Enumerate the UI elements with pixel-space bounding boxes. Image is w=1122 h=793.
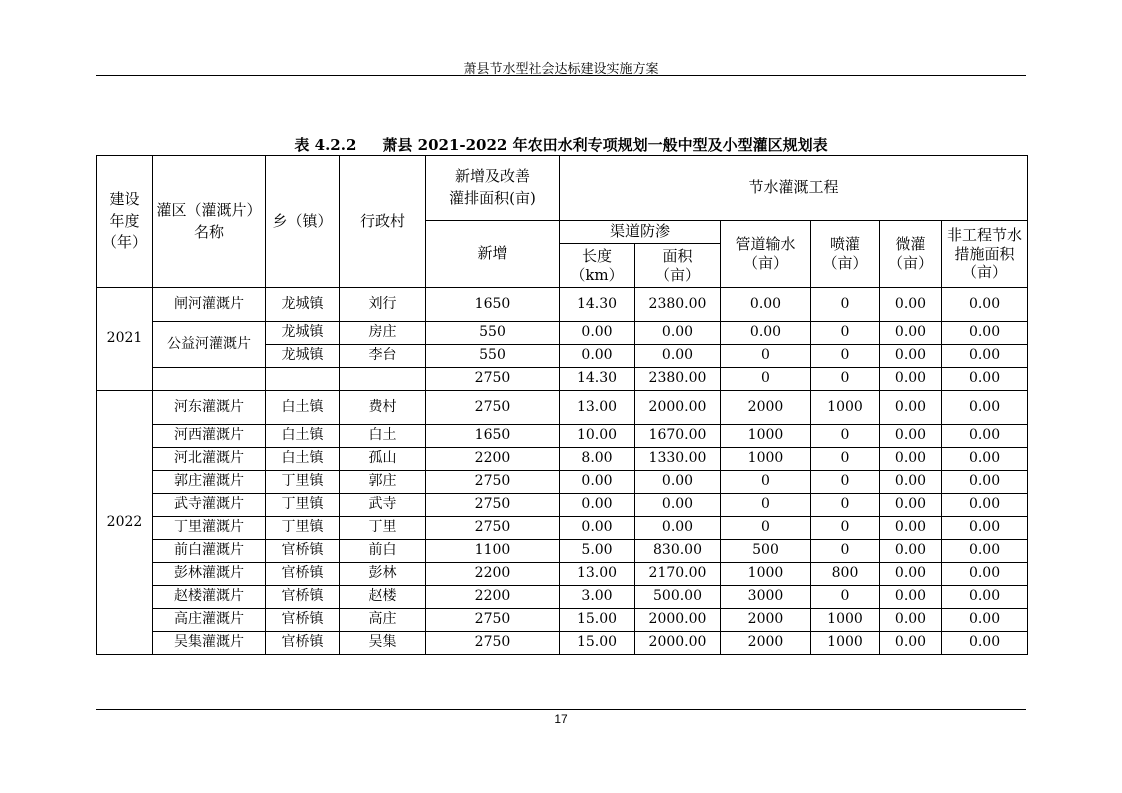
micro-cell: 0.00: [880, 425, 942, 448]
micro-cell: 0.00: [880, 609, 942, 632]
pipe-cell: 0: [721, 471, 811, 494]
township-cell: 白土镇: [266, 425, 340, 448]
non-engineering-cell: 0.00: [942, 345, 1028, 368]
non-engineering-cell: 0.00: [942, 586, 1028, 609]
year-cell: 2021: [97, 288, 153, 391]
canal-length-cell: 5.00: [560, 540, 635, 563]
canal-length-cell: 10.00: [560, 425, 635, 448]
pipe-cell: 0: [721, 368, 811, 391]
table-row: [97, 322, 1028, 345]
area-cell: 彭林灌溉片: [153, 563, 266, 586]
micro-cell: 0.00: [880, 586, 942, 609]
sprinkler-cell: 0: [811, 540, 880, 563]
pipe-cell: 500: [721, 540, 811, 563]
pipe-cell: 0.00: [721, 322, 811, 345]
header-village: 行政村: [340, 156, 426, 288]
micro-cell: 0.00: [880, 540, 942, 563]
canal-length-cell: 14.30: [560, 368, 635, 391]
non-engineering-cell: 0.00: [942, 368, 1028, 391]
village-cell: 李台: [340, 345, 426, 368]
table-row: [97, 586, 1028, 609]
sprinkler-cell: 0: [811, 345, 880, 368]
running-header: 萧县节水型社会达标建设实施方案: [463, 62, 659, 77]
area-cell: 公益河灌溉片: [153, 322, 266, 368]
canal-length-cell: 8.00: [560, 448, 635, 471]
pipe-cell: 3000: [721, 586, 811, 609]
micro-cell: 0.00: [880, 632, 942, 655]
table-row: [97, 448, 1028, 471]
township-cell: 白土镇: [266, 448, 340, 471]
village-cell: 高庄: [340, 609, 426, 632]
micro-cell: 0.00: [880, 448, 942, 471]
micro-cell: 0.00: [880, 471, 942, 494]
canal-area-cell: 500.00: [635, 586, 721, 609]
village-cell: 吴集: [340, 632, 426, 655]
canal-length-cell: 3.00: [560, 586, 635, 609]
township-cell: 官桥镇: [266, 632, 340, 655]
township-cell: 官桥镇: [266, 586, 340, 609]
sprinkler-cell: 0: [811, 368, 880, 391]
table-row: [97, 368, 1028, 391]
canal-area-cell: 2000.00: [635, 609, 721, 632]
table-row: [97, 425, 1028, 448]
township-cell: 龙城镇: [266, 288, 340, 322]
header-pipe: 管道输水 （亩）: [721, 221, 811, 288]
footer-rule: [96, 709, 1026, 710]
village-cell: 白土: [340, 425, 426, 448]
sprinkler-cell: 1000: [811, 391, 880, 425]
village-cell: 孤山: [340, 448, 426, 471]
sprinkler-cell: 0: [811, 288, 880, 322]
new-area-cell: 2750: [426, 609, 560, 632]
sprinkler-cell: 0: [811, 586, 880, 609]
header-year: 建设 年度 （年）: [97, 156, 153, 288]
sprinkler-cell: 1000: [811, 609, 880, 632]
sprinkler-cell: 0: [811, 517, 880, 540]
canal-area-cell: 1330.00: [635, 448, 721, 471]
header-rule: [96, 75, 1026, 76]
sprinkler-cell: 0: [811, 322, 880, 345]
village-cell: 彭林: [340, 563, 426, 586]
micro-cell: 0.00: [880, 494, 942, 517]
new-area-cell: 550: [426, 322, 560, 345]
canal-area-cell: 0.00: [635, 494, 721, 517]
pipe-cell: 1000: [721, 448, 811, 471]
township-cell: 官桥镇: [266, 609, 340, 632]
area-cell: 赵楼灌溉片: [153, 586, 266, 609]
micro-cell: 0.00: [880, 517, 942, 540]
header-micro: 微灌 （亩）: [880, 221, 942, 288]
township-cell: 丁里镇: [266, 517, 340, 540]
header-area-name: 灌区（灌溉片） 名称: [153, 156, 266, 288]
header-new-improved: 新增及改善 灌排面积(亩): [426, 156, 560, 221]
area-cell: 河北灌溉片: [153, 448, 266, 471]
pipe-cell: 1000: [721, 563, 811, 586]
sprinkler-cell: 0: [811, 471, 880, 494]
pipe-cell: 1000: [721, 425, 811, 448]
new-area-cell: 550: [426, 345, 560, 368]
township-cell: 丁里镇: [266, 494, 340, 517]
township-cell: 龙城镇: [266, 345, 340, 368]
table-row: [97, 494, 1028, 517]
header-water-saving: 节水灌溉工程: [560, 156, 1028, 221]
non-engineering-cell: 0.00: [942, 391, 1028, 425]
table-number: 表 4.2.2: [294, 136, 357, 154]
non-engineering-cell: 0.00: [942, 494, 1028, 517]
new-area-cell: 2200: [426, 563, 560, 586]
new-area-cell: 2750: [426, 471, 560, 494]
sprinkler-cell: 0: [811, 425, 880, 448]
township-cell: 白土镇: [266, 391, 340, 425]
non-engineering-cell: 0.00: [942, 517, 1028, 540]
micro-cell: 0.00: [880, 322, 942, 345]
micro-cell: 0.00: [880, 288, 942, 322]
non-engineering-cell: 0.00: [942, 540, 1028, 563]
canal-length-cell: 0.00: [560, 517, 635, 540]
area-cell: 河西灌溉片: [153, 425, 266, 448]
new-area-cell: 2750: [426, 368, 560, 391]
table-caption: [0, 134, 1122, 155]
non-engineering-cell: 0.00: [942, 448, 1028, 471]
township-cell: 官桥镇: [266, 563, 340, 586]
area-cell: 吴集灌溉片: [153, 632, 266, 655]
pipe-cell: 2000: [721, 609, 811, 632]
village-cell: 前白: [340, 540, 426, 563]
table-row: [97, 391, 1028, 425]
header-new-added: 新增: [426, 221, 560, 288]
canal-area-cell: 0.00: [635, 471, 721, 494]
village-cell: 费村: [340, 391, 426, 425]
village-cell: 赵楼: [340, 586, 426, 609]
new-area-cell: 1650: [426, 288, 560, 322]
village-cell: 刘行: [340, 288, 426, 322]
header-township: 乡（镇）: [266, 156, 340, 288]
village-cell: 武寺: [340, 494, 426, 517]
canal-length-cell: 13.00: [560, 563, 635, 586]
canal-length-cell: 0.00: [560, 345, 635, 368]
year-cell: 2022: [97, 391, 153, 655]
canal-length-cell: 0.00: [560, 471, 635, 494]
township-cell: [266, 368, 340, 391]
canal-length-cell: 0.00: [560, 494, 635, 517]
pipe-cell: 0: [721, 494, 811, 517]
township-cell: 官桥镇: [266, 540, 340, 563]
irrigation-plan-table: [96, 155, 1028, 655]
non-engineering-cell: 0.00: [942, 288, 1028, 322]
new-area-cell: 2200: [426, 448, 560, 471]
non-engineering-cell: 0.00: [942, 322, 1028, 345]
header-length: 长度 （km）: [560, 244, 635, 288]
canal-area-cell: 1670.00: [635, 425, 721, 448]
table-row: [97, 632, 1028, 655]
canal-length-cell: 13.00: [560, 391, 635, 425]
new-area-cell: 2750: [426, 632, 560, 655]
table-row: [97, 540, 1028, 563]
table-row: [97, 288, 1028, 322]
page-number: 17: [554, 712, 568, 726]
canal-length-cell: 0.00: [560, 322, 635, 345]
table-row: [97, 471, 1028, 494]
area-cell: 高庄灌溉片: [153, 609, 266, 632]
pipe-cell: 2000: [721, 632, 811, 655]
canal-area-cell: 0.00: [635, 517, 721, 540]
canal-area-cell: 2380.00: [635, 288, 721, 322]
micro-cell: 0.00: [880, 368, 942, 391]
table-row: [97, 517, 1028, 540]
village-cell: 房庄: [340, 322, 426, 345]
sprinkler-cell: 800: [811, 563, 880, 586]
new-area-cell: 2750: [426, 517, 560, 540]
new-area-cell: 2750: [426, 494, 560, 517]
micro-cell: 0.00: [880, 345, 942, 368]
new-area-cell: 2750: [426, 391, 560, 425]
header-canal-seepage: 渠道防渗: [560, 221, 721, 244]
canal-area-cell: 0.00: [635, 322, 721, 345]
canal-area-cell: 2380.00: [635, 368, 721, 391]
canal-area-cell: 2000.00: [635, 632, 721, 655]
new-area-cell: 1100: [426, 540, 560, 563]
canal-length-cell: 15.00: [560, 609, 635, 632]
township-cell: 丁里镇: [266, 471, 340, 494]
header-canal-area: 面积 （亩）: [635, 244, 721, 288]
micro-cell: 0.00: [880, 391, 942, 425]
canal-area-cell: 2000.00: [635, 391, 721, 425]
non-engineering-cell: 0.00: [942, 471, 1028, 494]
new-area-cell: 2200: [426, 586, 560, 609]
new-area-cell: 1650: [426, 425, 560, 448]
sprinkler-cell: 0: [811, 448, 880, 471]
table-row: [97, 563, 1028, 586]
pipe-cell: 2000: [721, 391, 811, 425]
area-cell: 闸河灌溉片: [153, 288, 266, 322]
area-cell: 武寺灌溉片: [153, 494, 266, 517]
area-cell: 前白灌溉片: [153, 540, 266, 563]
area-cell: [153, 368, 266, 391]
pipe-cell: 0.00: [721, 288, 811, 322]
pipe-cell: 0: [721, 517, 811, 540]
micro-cell: 0.00: [880, 563, 942, 586]
area-cell: 丁里灌溉片: [153, 517, 266, 540]
canal-area-cell: 0.00: [635, 345, 721, 368]
area-cell: 郭庄灌溉片: [153, 471, 266, 494]
canal-area-cell: 830.00: [635, 540, 721, 563]
village-cell: 郭庄: [340, 471, 426, 494]
village-cell: 丁里: [340, 517, 426, 540]
pipe-cell: 0: [721, 345, 811, 368]
sprinkler-cell: 1000: [811, 632, 880, 655]
non-engineering-cell: 0.00: [942, 425, 1028, 448]
canal-area-cell: 2170.00: [635, 563, 721, 586]
canal-length-cell: 14.30: [560, 288, 635, 322]
township-cell: 龙城镇: [266, 322, 340, 345]
sprinkler-cell: 0: [811, 494, 880, 517]
header-sprinkler: 喷灌 （亩）: [811, 221, 880, 288]
header-non-engineering: 非工程节水 措施面积 （亩）: [942, 221, 1028, 288]
non-engineering-cell: 0.00: [942, 609, 1028, 632]
table-title: 萧县 2021-2022 年农田水利专项规划一般中型及小型灌区规划表: [382, 136, 828, 154]
table-row: [97, 609, 1028, 632]
area-cell: 河东灌溉片: [153, 391, 266, 425]
village-cell: [340, 368, 426, 391]
non-engineering-cell: 0.00: [942, 632, 1028, 655]
canal-length-cell: 15.00: [560, 632, 635, 655]
non-engineering-cell: 0.00: [942, 563, 1028, 586]
